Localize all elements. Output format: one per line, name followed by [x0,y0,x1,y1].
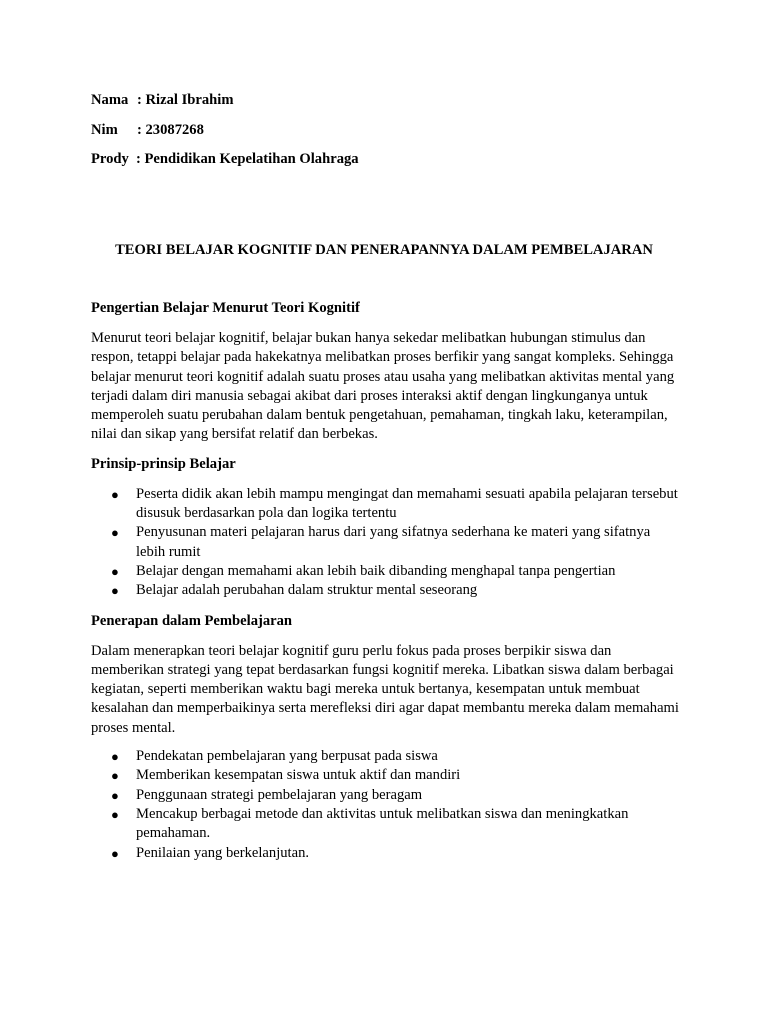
list-item [91,805,681,844]
list-item-text: Mencakup berbagai metode dan aktivitas untuk melibatkan siswa dan meningkatkan pemahaman. [136,805,629,842]
bullet-icon: ● [111,563,119,579]
section-heading-prinsip: Prinsip-prinsip Belajar [91,455,236,472]
paragraph-penerapan: Dalam menerapkan teori belajar kognitif guru perlu fokus pada proses berpikir siswa dan memberikan strategi yang tepat berdasarkan fungsi kognitif mereka. Libatkan siswa dalam berbagai kegiatan, seperti memberikan waktu bagi mereka untuk bertanya, kesempatan untuk membuat kesalahan dan memperbaikinya serta merefleksi diri agar dapat membantu mereka dalam memahami proses mental. [91,642,679,736]
document-title: TEORI BELAJAR KOGNITIF DAN PENERAPANNYA DALAM PEMBELAJARAN [115,242,653,258]
list-item-text: Peserta didik akan lebih mampu mengingat dan memahami sesuati apabila pelajaran tersebut disusuk berdasarkan pola dan logika tertentu [136,485,678,522]
list-item [91,562,681,581]
list-item-text: Penilaian yang berkelanjutan. [136,844,310,861]
prody-value: : Pendidikan Kepelatihan Olahraga [136,151,359,167]
list-item-text: Belajar dengan memahami akan lebih baik dibanding menghapal tanpa pengertian [136,562,616,579]
bullet-icon: ● [111,486,119,502]
bullet-icon: ● [111,787,119,803]
nim-value: : 23087268 [137,121,204,138]
bullet-icon: ● [111,768,119,784]
list-item [91,581,681,600]
list-item [91,485,681,524]
prody-label: Prody [91,151,129,167]
bullet-icon: ● [111,845,119,861]
bullet-icon: ● [111,525,119,541]
list-item [91,844,681,863]
list-item-text: Memberikan kesempatan siswa untuk aktif dan mandiri [136,767,461,784]
list-item-text: Pendekatan pembelajaran yang berpusat pada siswa [136,748,438,765]
penerapan-list [91,747,681,863]
study-program-row [91,149,691,169]
list-item-text: Penggunaan strategi pembelajaran yang beragam [136,786,423,803]
list-item [91,786,681,805]
list-item [91,747,681,766]
bullet-icon: ● [111,806,119,822]
prinsip-list [91,485,681,601]
document-body [91,298,681,873]
name-value: : Rizal Ibrahim [137,92,234,108]
name-label: Nama [91,92,129,108]
section-heading-penerapan: Penerapan dalam Pembelajaran [91,612,293,629]
paragraph-pengertian: Menurut teori belajar kognitif, belajar bukan hanya sekedar melibatkan hubungan stimulus dan respon, tetappi belajar pada hakekatnya melibatkan proses berfikir yang sangat kompleks. Sehingga belajar menurut teori kognitif adalah suatu proses atau usaha yang melibatkan aktivitas mental yang terjadi dalam diri manusia sebagai akibat dari proses interaksi aktif dengan lingkunganya untuk memperoleh suatu perubahan dalam bentuk pengetahuan, pemahaman, tingkah laku, keterampilan, nilai dan sikap yang bersifat relatif dan berbekas. [91,330,675,443]
nim-label: Nim [91,121,118,138]
document-page [91,90,691,861]
bullet-icon: ● [111,583,119,599]
bullet-icon: ● [111,749,119,765]
student-name-row [91,90,691,110]
section-heading-pengertian: Pengertian Belajar Menurut Teori Kognitif [91,300,360,316]
list-item [91,766,681,785]
student-id-row [91,120,691,140]
list-item-text: Penyusunan materi pelajaran harus dari yang sifatnya sederhana ke materi yang sifatnya lebih rumit [136,524,651,560]
list-item-text: Belajar adalah perubahan dalam struktur mental seseorang [136,582,478,599]
list-item [91,523,681,562]
